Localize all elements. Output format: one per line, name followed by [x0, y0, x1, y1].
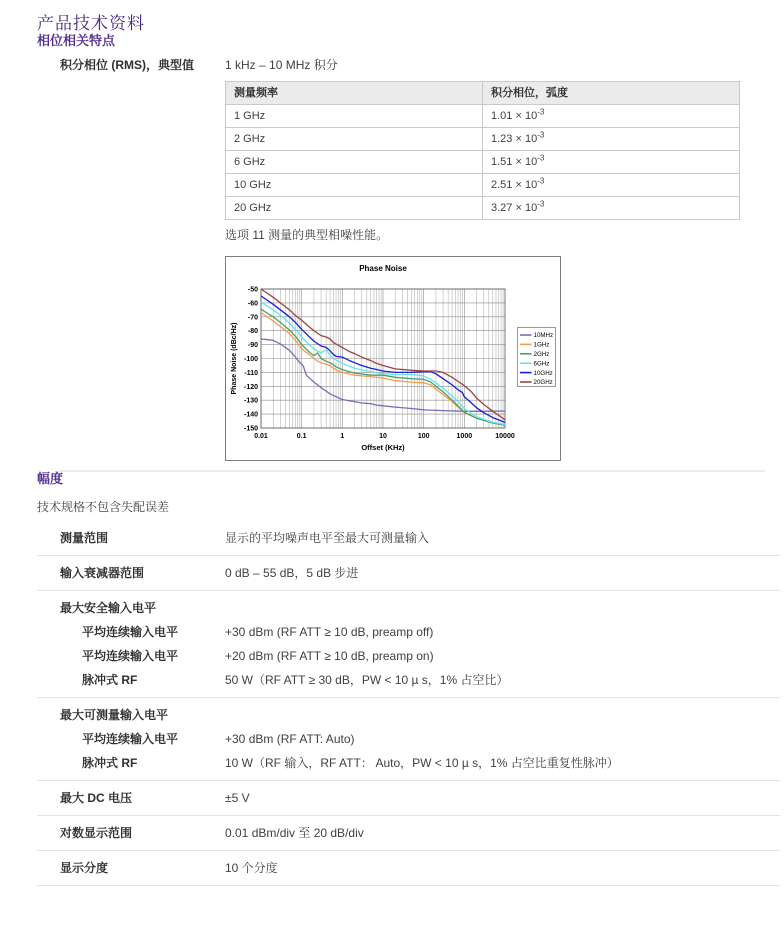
spec-value: 显示的平均噪声电平至最大可测量输入: [225, 531, 430, 545]
spec-label: 对数显示范围: [60, 826, 133, 840]
table-header-cell: 测量频率: [226, 82, 483, 105]
spec-group: [37, 591, 780, 698]
phase-value-cell: $1.01 \times 10^{-3}$: [483, 105, 740, 128]
legend-label: 1GHz: [533, 341, 550, 349]
spec-sub-row: [37, 649, 780, 663]
table-header-cell: 积分相位，弧度: [483, 82, 740, 105]
chart-legend: [518, 328, 556, 387]
spec-value: ±5 V: [225, 791, 250, 805]
table-row: [226, 174, 740, 197]
spec-value: 1 kHz – 10 MHz 积分: [225, 58, 338, 72]
spec-row: [37, 521, 780, 556]
spec-label: 测量范围: [60, 531, 109, 545]
y-tick-label: -100: [243, 356, 258, 363]
spec-group: [37, 698, 780, 781]
spec-row: [37, 556, 780, 591]
spec-label: 积分相位 (RMS)，典型值: [60, 58, 194, 72]
legend-label: 10MHz: [533, 332, 554, 340]
spec-group-label: 最大可测量输入电平: [60, 708, 169, 722]
phase-noise-plot: [226, 257, 558, 458]
y-tick-label: -70: [247, 314, 258, 322]
x-axis-title: Offset (KHz): [361, 443, 405, 452]
spec-value: +30 dBm (RF ATT ≥ 10 dB, preamp off): [225, 625, 434, 639]
section-heading-amplitude: 幅度: [37, 471, 64, 486]
spec-value: 10 个分度: [225, 861, 278, 875]
x-tick-label: 1: [340, 433, 345, 440]
chart-caption: 选项 11 测量的典型相噪性能。: [225, 228, 389, 242]
spec-label: 脉冲式 RF: [82, 756, 138, 770]
spec-label: 显示分度: [60, 861, 109, 875]
phase-value-cell: $1.51 \times 10^{-3}$: [483, 151, 740, 174]
phase-value-cell: $1.23 \times 10^{-3}$: [483, 128, 740, 151]
spec-value: 0.01 dBm/div 至 20 dB/div: [225, 826, 364, 840]
phase-value-cell: $2.51 \times 10^{-3}$: [483, 174, 740, 197]
table-row: [226, 151, 740, 174]
spec-label: 输入衰减器范围: [60, 566, 145, 580]
x-tick-label: 100: [417, 433, 430, 440]
chart-grid: [261, 289, 505, 428]
legend-label: 2GHz: [533, 351, 550, 358]
spec-row: [37, 58, 784, 72]
table-row: [226, 128, 740, 151]
spec-value: 50 W（RF ATT ≥ 30 dB，PW < 10 µ s，1% 占空比）: [225, 673, 509, 687]
phase-noise-chart: [225, 256, 561, 461]
spec-sub-row: [37, 625, 780, 639]
frequency-cell: 6 GHz: [226, 151, 483, 174]
spec-value: 0 dB – 55 dB，5 dB 步进: [225, 566, 359, 580]
amplitude-note: 技术规格不包含失配误差: [37, 500, 170, 514]
spec-label: 平均连续输入电平: [82, 649, 179, 663]
y-tick-label: -90: [247, 342, 258, 350]
legend-label: 6GHz: [533, 360, 550, 368]
frequency-cell: 20 GHz: [226, 197, 483, 220]
x-tick-label: 10000: [495, 433, 515, 440]
spec-row: [37, 781, 780, 816]
spec-label: 最大 DC 电压: [60, 791, 133, 805]
y-tick-label: -60: [247, 300, 258, 308]
spec-value: 10 W（RF 输入，RF ATT： Auto，PW < 10 µ s，1% 占空比重复性脉冲）: [225, 756, 619, 770]
x-tick-label: 1000: [456, 433, 473, 440]
spec-sub-row: [37, 673, 780, 687]
integrated-phase-table: [225, 81, 740, 220]
spec-label: 平均连续输入电平: [82, 732, 179, 746]
section-heading-phase: 相位相关特点: [37, 33, 116, 48]
legend-label: 20GHz: [533, 379, 553, 387]
x-tick-label: 10: [379, 433, 387, 440]
spec-row: [37, 816, 780, 851]
spec-sub-row: [37, 756, 780, 770]
spec-value: +20 dBm (RF ATT ≥ 10 dB, preamp on): [225, 649, 434, 663]
table-row: [226, 105, 740, 128]
x-tick-label: 0.01: [254, 433, 268, 440]
frequency-cell: 10 GHz: [226, 174, 483, 197]
spec-row: [37, 851, 780, 886]
phase-value-cell: $3.27 \times 10^{-3}$: [483, 197, 740, 220]
spec-sub-row: [37, 732, 780, 746]
y-tick-label: -50: [247, 286, 258, 294]
x-tick-label: 0.1: [296, 433, 307, 440]
frequency-cell: 1 GHz: [226, 105, 483, 128]
spec-value: +30 dBm (RF ATT: Auto): [225, 732, 355, 746]
amplitude-spec-list: [37, 521, 780, 886]
page-title: 产品技术资料: [37, 14, 145, 33]
y-axis-title: Phase Noise (dBc/Hz): [231, 322, 238, 395]
spec-label: 平均连续输入电平: [82, 625, 179, 639]
chart-title: Phase Noise: [359, 264, 407, 273]
y-tick-label: -150: [243, 425, 258, 433]
table-header-row: [226, 82, 740, 105]
spec-label: 脉冲式 RF: [82, 673, 138, 687]
spec-group-label: 最大安全输入电平: [60, 601, 157, 615]
frequency-cell: 2 GHz: [226, 128, 483, 151]
legend-label: 10GHz: [533, 369, 553, 377]
y-tick-label: -120: [243, 383, 258, 391]
y-tick-label: -80: [247, 328, 258, 336]
y-tick-label: -130: [243, 397, 258, 405]
table-row: [226, 197, 740, 220]
y-tick-label: -110: [244, 369, 258, 377]
y-tick-label: -140: [243, 411, 258, 419]
